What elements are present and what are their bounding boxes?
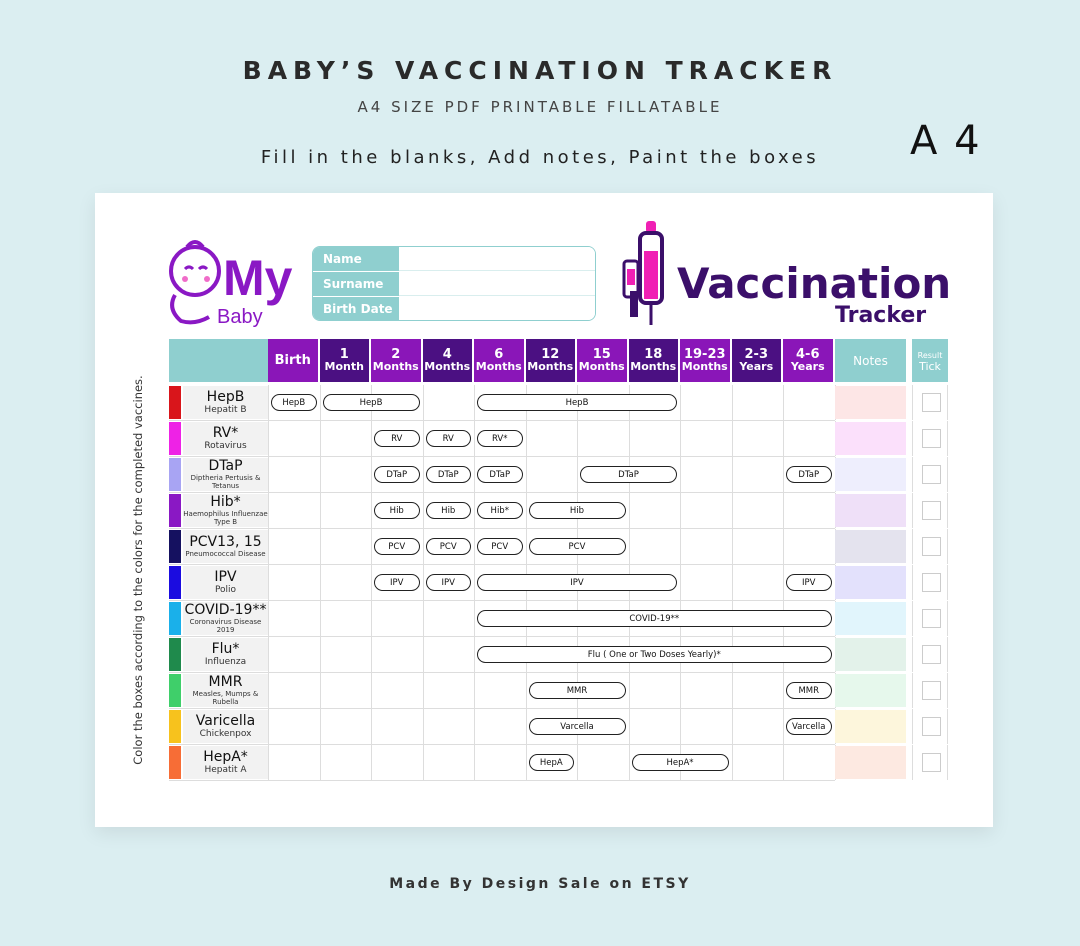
info-label: Birth Date (313, 297, 399, 321)
age-number: 1 (339, 346, 349, 362)
grid-line (320, 601, 321, 636)
dose-pill[interactable]: RV* (477, 430, 523, 447)
age-unit: Month (324, 359, 364, 373)
grid-line (474, 457, 475, 492)
dose-pill[interactable]: PCV (529, 538, 626, 555)
result-checkbox[interactable] (922, 429, 941, 448)
vaccine-row (169, 493, 835, 529)
vaccine-color-swatch (169, 602, 181, 635)
dose-pill[interactable]: Hib (374, 502, 420, 519)
vaccine-description: Hepatit A (204, 765, 247, 775)
grid-line (268, 529, 269, 564)
tagline: Fill in the blanks, Add notes, Paint the boxes (260, 147, 820, 168)
grid-line (320, 493, 321, 528)
notes-cell[interactable] (835, 530, 906, 563)
grid-line (371, 637, 372, 672)
vaccine-description: Measles, Mumps & Rubella (192, 690, 259, 706)
age-number: 2-3 (744, 346, 768, 362)
vaccine-name-cell (183, 602, 268, 635)
result-checkbox[interactable] (922, 573, 941, 592)
grid-line (732, 565, 733, 600)
grid-line (783, 493, 784, 528)
vaccine-name-cell (183, 746, 268, 779)
grid-line (371, 529, 372, 564)
vaccine-row (169, 457, 835, 493)
result-checkbox[interactable] (922, 393, 941, 412)
dose-pill[interactable]: HepA (529, 754, 575, 771)
age-column-header (474, 339, 526, 382)
info-input[interactable] (399, 247, 595, 271)
grid-line (577, 421, 578, 456)
vaccine-name-cell (183, 566, 268, 599)
vaccine-color-swatch (169, 674, 181, 707)
age-unit: Months (630, 359, 677, 373)
grid-line (474, 565, 475, 600)
grid-line (423, 709, 424, 744)
grid-line (423, 493, 424, 528)
grid-line (732, 421, 733, 456)
grid-line (526, 493, 527, 528)
dose-pill[interactable]: RV (374, 430, 420, 447)
result-checkbox[interactable] (922, 501, 941, 520)
grid-line (268, 457, 269, 492)
grid-line (629, 421, 630, 456)
grid-line (268, 709, 269, 744)
grid-line (526, 673, 527, 708)
vaccine-color-swatch (169, 566, 181, 599)
age-column-header (783, 339, 835, 382)
vaccine-name-cell (183, 710, 268, 743)
grid-line (577, 457, 578, 492)
vaccine-name-cell (183, 494, 268, 527)
vaccine-color-swatch (169, 422, 181, 455)
age-column-header (371, 339, 423, 382)
age-number: 18 (644, 346, 663, 362)
grid-line (732, 529, 733, 564)
grid-line (320, 709, 321, 744)
grid-line (783, 673, 784, 708)
age-unit: Months (527, 359, 574, 373)
dose-pill[interactable]: DTaP (580, 466, 677, 483)
size-badge: A 4 (910, 118, 982, 164)
vaccination-title: Vaccination (677, 259, 952, 308)
tick-header (912, 339, 948, 382)
result-tick-cell (912, 457, 948, 492)
vaccine-description: Influenza (204, 657, 247, 667)
grid-line (474, 637, 475, 672)
dose-pill[interactable]: DTaP (374, 466, 420, 483)
dose-pill[interactable]: IPV (426, 574, 472, 591)
dose-pill[interactable]: DTaP (426, 466, 472, 483)
vaccine-color-swatch (169, 638, 181, 671)
grid-line (629, 745, 630, 780)
grid-line (268, 565, 269, 600)
age-unit: Months (372, 359, 419, 373)
grid-line (423, 385, 424, 420)
age-number: 4-6 (796, 346, 820, 362)
grid-line (629, 529, 630, 564)
age-number: 4 (442, 346, 452, 362)
grid-line (423, 529, 424, 564)
result-checkbox[interactable] (922, 609, 941, 628)
dose-pill[interactable]: HepB (271, 394, 317, 411)
grid-line (783, 745, 784, 780)
notes-cell[interactable] (835, 746, 906, 779)
grid-line (371, 421, 372, 456)
dose-pill[interactable]: Varcella (529, 718, 626, 735)
grid-line (526, 709, 527, 744)
notes-cell[interactable] (835, 674, 906, 707)
age-number: 15 (592, 346, 611, 362)
grid-line (268, 673, 269, 708)
info-row (313, 272, 595, 297)
vaccine-row (169, 673, 835, 709)
page-subtitle: A4 SIZE PDF PRINTABLE FILLATABLE (357, 98, 723, 116)
age-column-header (268, 339, 320, 382)
notes-cell[interactable] (835, 638, 906, 671)
age-column-header (732, 339, 784, 382)
vaccine-row (169, 601, 835, 637)
grid-line (474, 745, 475, 780)
vaccine-name: IPV (214, 569, 237, 585)
vaccine-row (169, 637, 835, 673)
dose-pill[interactable]: PCV (426, 538, 472, 555)
vaccine-name: MMR (208, 674, 243, 690)
vaccine-color-swatch (169, 530, 181, 563)
grid-line (320, 745, 321, 780)
dose-pill[interactable]: DTaP (786, 466, 832, 483)
grid-line (423, 421, 424, 456)
vaccine-name: Hib* (210, 494, 241, 510)
vaccine-name-cell (183, 674, 268, 707)
vaccine-description: Pneumococcal Disease (185, 550, 266, 558)
grid-line (423, 565, 424, 600)
grid-line (680, 385, 681, 420)
dose-pill[interactable]: IPV (374, 574, 420, 591)
grid-line (680, 673, 681, 708)
age-column-header (320, 339, 372, 382)
grid-line (474, 601, 475, 636)
result-checkbox[interactable] (922, 681, 941, 700)
dose-pill[interactable]: Hib* (477, 502, 523, 519)
vaccine-row (169, 565, 835, 601)
age-number: 19-23 (683, 346, 726, 362)
result-tick-cell (912, 529, 948, 564)
age-unit: Months (475, 359, 522, 373)
grid-line (474, 493, 475, 528)
vaccine-name: Flu* (211, 641, 240, 657)
vaccine-name-cell (183, 386, 268, 419)
grid-line (577, 745, 578, 780)
result-checkbox[interactable] (922, 645, 941, 664)
grid-line (423, 745, 424, 780)
vaccine-name-cell (183, 530, 268, 563)
age-unit: Months (424, 359, 471, 373)
notes-cell[interactable] (835, 422, 906, 455)
info-row (313, 297, 595, 321)
grid-line (526, 529, 527, 564)
age-unit: Months (578, 359, 625, 373)
dose-pill[interactable]: MMR (529, 682, 626, 699)
grid-line (268, 421, 269, 456)
result-tick-cell (912, 601, 948, 636)
grid-line (268, 493, 269, 528)
grid-line (732, 385, 733, 420)
grid-line (783, 457, 784, 492)
grid-line (320, 529, 321, 564)
result-checkbox[interactable] (922, 717, 941, 736)
vaccine-row (169, 421, 835, 457)
info-label: Name (313, 247, 399, 271)
age-number: 2 (391, 346, 401, 362)
dose-pill[interactable]: Hib (426, 502, 472, 519)
vaccine-row (169, 745, 835, 781)
vaccine-name: HepA* (203, 749, 248, 765)
grid-line (783, 385, 784, 420)
vaccine-color-swatch (169, 710, 181, 743)
result-tick-cell (912, 673, 948, 708)
notes-cell[interactable] (835, 602, 906, 635)
grid-line (268, 385, 269, 420)
info-input[interactable] (399, 272, 595, 296)
dose-pill[interactable]: IPV (477, 574, 677, 591)
grid-line (371, 709, 372, 744)
tracker-subtitle: Tracker (835, 303, 927, 328)
vaccine-name: PCV13, 15 (189, 534, 262, 550)
notes-cell[interactable] (835, 386, 906, 419)
grid-line (423, 637, 424, 672)
grid-line (783, 709, 784, 744)
grid-line (680, 421, 681, 456)
dose-pill[interactable]: IPV (786, 574, 832, 591)
grid-line (732, 709, 733, 744)
dose-pill[interactable]: HepA* (632, 754, 729, 771)
grid-line (680, 457, 681, 492)
grid-line (371, 565, 372, 600)
grid-line (474, 385, 475, 420)
grid-line (526, 421, 527, 456)
grid-line (423, 457, 424, 492)
tracker-sheet (95, 193, 993, 827)
dose-pill[interactable]: Hib (529, 502, 626, 519)
result-tick-cell (912, 493, 948, 528)
dose-pill[interactable]: HepB (323, 394, 420, 411)
my-baby-logo (165, 233, 305, 329)
result-tick-cell (912, 709, 948, 744)
age-unit: Months (681, 359, 728, 373)
vaccine-row (169, 385, 835, 421)
vaccine-description: Diptheria Pertusis & Tetanus (190, 474, 261, 490)
result-tick-cell (912, 745, 948, 780)
dose-pill[interactable]: COVID-19** (477, 610, 832, 627)
result-tick-cell (912, 385, 948, 420)
page-title: BABY’S VACCINATION TRACKER (242, 56, 838, 85)
age-column-header (577, 339, 629, 382)
grid-line (680, 709, 681, 744)
grid-line (423, 601, 424, 636)
grid-line (474, 673, 475, 708)
info-input[interactable] (399, 297, 595, 321)
vaccine-description: Coronavirus Disease 2019 (189, 618, 262, 634)
vaccine-color-swatch (169, 746, 181, 779)
grid-line (371, 457, 372, 492)
vaccine-row (169, 529, 835, 565)
age-unit: Years (739, 359, 774, 373)
vaccine-description: Chickenpox (199, 729, 252, 739)
result-checkbox[interactable] (922, 753, 941, 772)
vaccine-name: DTaP (208, 458, 243, 474)
grid-line (732, 493, 733, 528)
grid-line (268, 745, 269, 780)
dose-pill[interactable]: PCV (374, 538, 420, 555)
grid-line (268, 637, 269, 672)
vaccine-name: COVID-19** (184, 602, 267, 618)
grid-line (680, 565, 681, 600)
grid-line (629, 673, 630, 708)
grid-line (371, 493, 372, 528)
grid-line (371, 601, 372, 636)
notes-header: Notes (835, 339, 906, 382)
age-number: 6 (494, 346, 504, 362)
grid-line (320, 421, 321, 456)
grid-line (680, 529, 681, 564)
dose-pill[interactable]: Flu ( One or Two Doses Yearly)* (477, 646, 832, 663)
info-label: Surname (313, 272, 399, 296)
grid-line (320, 673, 321, 708)
grid-line (371, 673, 372, 708)
age-column-header (526, 339, 578, 382)
grid-line (320, 637, 321, 672)
grid-line (783, 529, 784, 564)
grid-line (680, 493, 681, 528)
dose-pill[interactable]: DTaP (477, 466, 523, 483)
result-tick-cell (912, 565, 948, 600)
vaccine-color-swatch (169, 386, 181, 419)
tick-header-top: Result (917, 350, 943, 360)
grid-line (526, 745, 527, 780)
dose-pill[interactable]: MMR (786, 682, 832, 699)
age-column-header (629, 339, 681, 382)
vaccine-description: Hepatit B (204, 405, 247, 415)
info-row (313, 247, 595, 272)
age-column-header (680, 339, 732, 382)
grid-line (629, 709, 630, 744)
svg-text:My: My (223, 250, 293, 306)
grid-line (474, 421, 475, 456)
vaccine-description: Haemophilus Influenzae Type B (183, 510, 268, 526)
vaccine-name-cell (183, 422, 268, 455)
notes-cell[interactable] (835, 566, 906, 599)
baby-info-form (312, 246, 596, 321)
vaccine-name: Varicella (195, 713, 256, 729)
dose-pill[interactable]: PCV (477, 538, 523, 555)
grid-line (268, 601, 269, 636)
dose-pill[interactable]: HepB (477, 394, 677, 411)
vaccine-name: RV* (212, 425, 239, 441)
vaccine-name-cell (183, 638, 268, 671)
vaccine-name: HepB (206, 389, 245, 405)
dose-pill[interactable]: RV (426, 430, 472, 447)
notes-cell[interactable] (835, 494, 906, 527)
notes-cell[interactable] (835, 458, 906, 491)
result-tick-cell (912, 421, 948, 456)
vaccine-name-cell (183, 458, 268, 491)
footer-credit: Made By Design Sale on ETSY (389, 876, 691, 892)
grid-line (320, 385, 321, 420)
vaccine-color-swatch (169, 458, 181, 491)
age-number: 12 (541, 346, 560, 362)
grid-line (732, 745, 733, 780)
grid-line (320, 457, 321, 492)
grid-line (732, 673, 733, 708)
svg-text:Baby: Baby (217, 306, 263, 328)
grid-line (783, 421, 784, 456)
age-unit: Years (790, 359, 825, 373)
vaccine-color-swatch (169, 494, 181, 527)
notes-cell[interactable] (835, 710, 906, 743)
color-instruction: Color the boxes according to the colors for the completed vaccines. (131, 375, 145, 765)
grid-line (320, 565, 321, 600)
age-unit: Birth (274, 352, 311, 368)
result-checkbox[interactable] (922, 537, 941, 556)
grid-line (629, 493, 630, 528)
vaccine-row (169, 709, 835, 745)
grid-line (732, 457, 733, 492)
dose-pill[interactable]: Varcella (786, 718, 832, 735)
grid-line (526, 457, 527, 492)
vaccine-description: Polio (214, 585, 237, 595)
result-tick-cell (912, 637, 948, 672)
grid-line (783, 565, 784, 600)
header-corner (169, 339, 268, 382)
grid-line (474, 529, 475, 564)
baby-face-icon (165, 233, 305, 329)
vaccine-description: Rotavirus (204, 441, 247, 451)
result-checkbox[interactable] (922, 465, 941, 484)
grid-line (371, 745, 372, 780)
tick-header-bottom: Tick (919, 359, 941, 373)
grid-line (474, 709, 475, 744)
age-column-header (423, 339, 475, 382)
grid-line (423, 673, 424, 708)
